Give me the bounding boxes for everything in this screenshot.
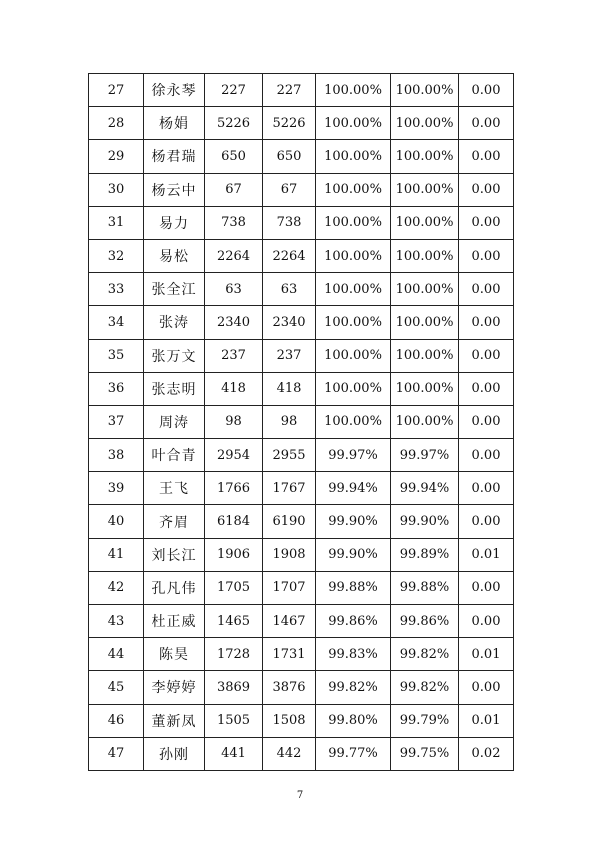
table-row — [89, 206, 514, 239]
table-row — [89, 737, 514, 770]
count-b-cell: 1467 — [263, 605, 316, 638]
count-b-cell: 2264 — [263, 239, 316, 272]
rate-b-cell: 100.00% — [391, 140, 459, 173]
rate-a-cell: 99.77% — [316, 737, 391, 770]
diff-cell: 0.00 — [459, 239, 514, 272]
table-row — [89, 704, 514, 737]
rate-b-cell: 99.82% — [391, 638, 459, 671]
diff-cell: 0.00 — [459, 571, 514, 604]
rate-b-cell: 99.89% — [391, 538, 459, 571]
name-cell: 齐眉 — [144, 505, 205, 538]
table-row — [89, 339, 514, 372]
table-body — [89, 74, 514, 771]
table-row — [89, 472, 514, 505]
name-cell: 叶合青 — [144, 439, 205, 472]
count-a-cell: 5226 — [205, 107, 263, 140]
count-a-cell: 1906 — [205, 538, 263, 571]
count-b-cell: 237 — [263, 339, 316, 372]
diff-cell: 0.00 — [459, 74, 514, 107]
count-b-cell: 227 — [263, 74, 316, 107]
name-cell: 孙刚 — [144, 737, 205, 770]
count-b-cell: 418 — [263, 372, 316, 405]
diff-cell: 0.00 — [459, 372, 514, 405]
row-index-cell: 43 — [89, 605, 144, 638]
count-a-cell: 3869 — [205, 671, 263, 704]
row-index-cell: 33 — [89, 273, 144, 306]
count-b-cell: 3876 — [263, 671, 316, 704]
table-row — [89, 571, 514, 604]
diff-cell: 0.00 — [459, 173, 514, 206]
row-index-cell: 36 — [89, 372, 144, 405]
diff-cell: 0.02 — [459, 737, 514, 770]
count-a-cell: 1766 — [205, 472, 263, 505]
rate-a-cell: 100.00% — [316, 273, 391, 306]
count-a-cell: 2264 — [205, 239, 263, 272]
count-b-cell: 1707 — [263, 571, 316, 604]
diff-cell: 0.00 — [459, 306, 514, 339]
table-row — [89, 505, 514, 538]
rate-a-cell: 100.00% — [316, 140, 391, 173]
table-row — [89, 372, 514, 405]
count-a-cell: 227 — [205, 74, 263, 107]
row-index-cell: 45 — [89, 671, 144, 704]
rate-a-cell: 100.00% — [316, 372, 391, 405]
count-a-cell: 1728 — [205, 638, 263, 671]
name-cell: 董新凤 — [144, 704, 205, 737]
rate-b-cell: 100.00% — [391, 239, 459, 272]
diff-cell: 0.01 — [459, 538, 514, 571]
diff-cell: 0.00 — [459, 273, 514, 306]
name-cell: 张涛 — [144, 306, 205, 339]
row-index-cell: 34 — [89, 306, 144, 339]
page-number: 7 — [296, 790, 304, 801]
diff-cell: 0.01 — [459, 638, 514, 671]
row-index-cell: 46 — [89, 704, 144, 737]
count-a-cell: 98 — [205, 405, 263, 438]
row-index-cell: 32 — [89, 239, 144, 272]
table-row — [89, 605, 514, 638]
rate-b-cell: 100.00% — [391, 306, 459, 339]
table-row — [89, 538, 514, 571]
name-cell: 易松 — [144, 239, 205, 272]
rate-a-cell: 99.86% — [316, 605, 391, 638]
rate-a-cell: 99.80% — [316, 704, 391, 737]
row-index-cell: 38 — [89, 439, 144, 472]
diff-cell: 0.00 — [459, 206, 514, 239]
rate-b-cell: 100.00% — [391, 107, 459, 140]
row-index-cell: 47 — [89, 737, 144, 770]
table-row — [89, 439, 514, 472]
diff-cell: 0.00 — [459, 405, 514, 438]
score-table — [88, 73, 514, 771]
name-cell: 李婷婷 — [144, 671, 205, 704]
row-index-cell: 28 — [89, 107, 144, 140]
rate-a-cell: 100.00% — [316, 239, 391, 272]
row-index-cell: 39 — [89, 472, 144, 505]
count-b-cell: 63 — [263, 273, 316, 306]
row-index-cell: 44 — [89, 638, 144, 671]
count-b-cell: 5226 — [263, 107, 316, 140]
rate-a-cell: 99.90% — [316, 538, 391, 571]
rate-b-cell: 100.00% — [391, 273, 459, 306]
row-index-cell: 37 — [89, 405, 144, 438]
rate-a-cell: 99.97% — [316, 439, 391, 472]
table-row — [89, 306, 514, 339]
count-b-cell: 442 — [263, 737, 316, 770]
diff-cell: 0.00 — [459, 505, 514, 538]
rate-a-cell: 100.00% — [316, 206, 391, 239]
table-row — [89, 638, 514, 671]
count-b-cell: 98 — [263, 405, 316, 438]
count-a-cell: 1465 — [205, 605, 263, 638]
table-row — [89, 405, 514, 438]
row-index-cell: 35 — [89, 339, 144, 372]
rate-b-cell: 99.82% — [391, 671, 459, 704]
count-b-cell: 2340 — [263, 306, 316, 339]
rate-a-cell: 100.00% — [316, 306, 391, 339]
count-a-cell: 1705 — [205, 571, 263, 604]
rate-a-cell: 99.94% — [316, 472, 391, 505]
table-row — [89, 671, 514, 704]
row-index-cell: 40 — [89, 505, 144, 538]
table-row — [89, 107, 514, 140]
table-row — [89, 173, 514, 206]
count-a-cell: 63 — [205, 273, 263, 306]
count-b-cell: 1731 — [263, 638, 316, 671]
name-cell: 杜正威 — [144, 605, 205, 638]
rate-a-cell: 100.00% — [316, 74, 391, 107]
rate-b-cell: 100.00% — [391, 339, 459, 372]
name-cell: 徐永琴 — [144, 74, 205, 107]
row-index-cell: 30 — [89, 173, 144, 206]
rate-b-cell: 99.97% — [391, 439, 459, 472]
name-cell: 陈昊 — [144, 638, 205, 671]
rate-a-cell: 100.00% — [316, 173, 391, 206]
name-cell: 张万文 — [144, 339, 205, 372]
rate-b-cell: 100.00% — [391, 206, 459, 239]
rate-b-cell: 100.00% — [391, 173, 459, 206]
rate-a-cell: 100.00% — [316, 107, 391, 140]
rate-b-cell: 100.00% — [391, 405, 459, 438]
table-row — [89, 74, 514, 107]
diff-cell: 0.00 — [459, 472, 514, 505]
name-cell: 张全江 — [144, 273, 205, 306]
rate-b-cell: 100.00% — [391, 372, 459, 405]
table-row — [89, 140, 514, 173]
rate-a-cell: 99.88% — [316, 571, 391, 604]
diff-cell: 0.00 — [459, 605, 514, 638]
table-row — [89, 273, 514, 306]
count-b-cell: 1508 — [263, 704, 316, 737]
count-b-cell: 1908 — [263, 538, 316, 571]
name-cell: 杨娟 — [144, 107, 205, 140]
rate-b-cell: 100.00% — [391, 74, 459, 107]
count-b-cell: 1767 — [263, 472, 316, 505]
rate-b-cell: 99.88% — [391, 571, 459, 604]
name-cell: 杨君瑞 — [144, 140, 205, 173]
count-a-cell: 650 — [205, 140, 263, 173]
name-cell: 刘长江 — [144, 538, 205, 571]
name-cell: 王飞 — [144, 472, 205, 505]
count-a-cell: 237 — [205, 339, 263, 372]
count-a-cell: 67 — [205, 173, 263, 206]
count-a-cell: 441 — [205, 737, 263, 770]
row-index-cell: 29 — [89, 140, 144, 173]
diff-cell: 0.00 — [459, 439, 514, 472]
count-a-cell: 1505 — [205, 704, 263, 737]
row-index-cell: 41 — [89, 538, 144, 571]
count-b-cell: 738 — [263, 206, 316, 239]
count-a-cell: 418 — [205, 372, 263, 405]
diff-cell: 0.00 — [459, 140, 514, 173]
count-b-cell: 650 — [263, 140, 316, 173]
count-a-cell: 2954 — [205, 439, 263, 472]
rate-b-cell: 99.94% — [391, 472, 459, 505]
name-cell: 张志明 — [144, 372, 205, 405]
table-row — [89, 239, 514, 272]
count-a-cell: 738 — [205, 206, 263, 239]
count-b-cell: 2955 — [263, 439, 316, 472]
row-index-cell: 31 — [89, 206, 144, 239]
count-a-cell: 2340 — [205, 306, 263, 339]
rate-b-cell: 99.79% — [391, 704, 459, 737]
rate-a-cell: 100.00% — [316, 339, 391, 372]
rate-a-cell: 99.82% — [316, 671, 391, 704]
name-cell: 孔凡伟 — [144, 571, 205, 604]
name-cell: 杨云中 — [144, 173, 205, 206]
rate-a-cell: 100.00% — [316, 405, 391, 438]
rate-a-cell: 99.83% — [316, 638, 391, 671]
name-cell: 周涛 — [144, 405, 205, 438]
count-a-cell: 6184 — [205, 505, 263, 538]
count-b-cell: 6190 — [263, 505, 316, 538]
rate-a-cell: 99.90% — [316, 505, 391, 538]
rate-b-cell: 99.75% — [391, 737, 459, 770]
diff-cell: 0.01 — [459, 704, 514, 737]
count-b-cell: 67 — [263, 173, 316, 206]
rate-b-cell: 99.86% — [391, 605, 459, 638]
diff-cell: 0.00 — [459, 671, 514, 704]
diff-cell: 0.00 — [459, 107, 514, 140]
name-cell: 易力 — [144, 206, 205, 239]
row-index-cell: 27 — [89, 74, 144, 107]
diff-cell: 0.00 — [459, 339, 514, 372]
row-index-cell: 42 — [89, 571, 144, 604]
rate-b-cell: 99.90% — [391, 505, 459, 538]
